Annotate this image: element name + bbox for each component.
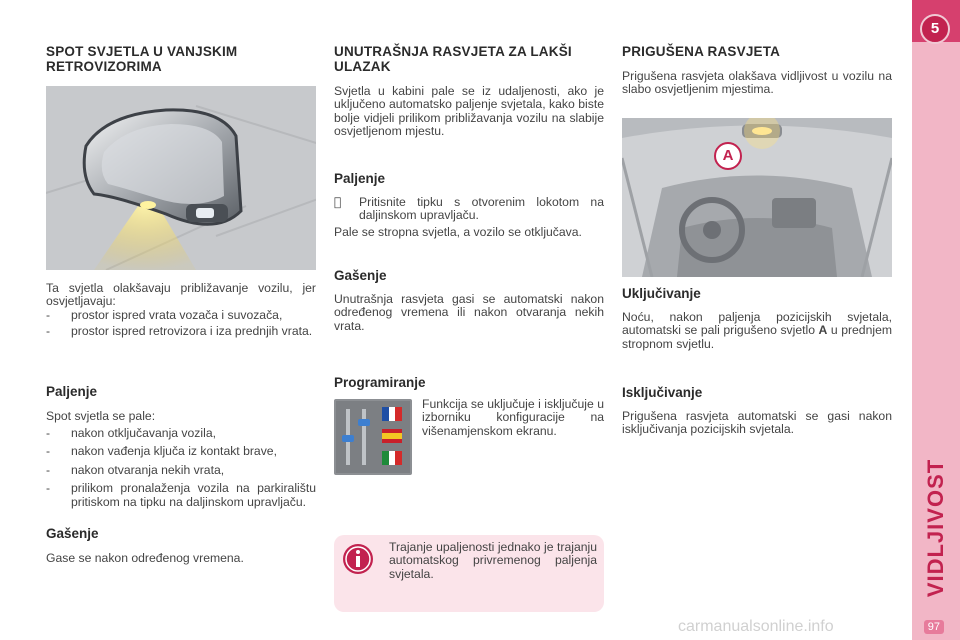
subheading-paljenje: Paljenje bbox=[334, 171, 386, 186]
info-icon bbox=[342, 543, 374, 575]
check-bullet-icon bbox=[334, 196, 341, 209]
intro-list bbox=[46, 309, 316, 339]
mirror-spotlight-illustration bbox=[46, 86, 316, 270]
subheading-gasenje: Gašenje bbox=[46, 526, 99, 541]
subheading-gasenje: Gašenje bbox=[334, 268, 387, 283]
section-title: PRIGUŠENA RASVJETA bbox=[622, 44, 781, 59]
iskljucivanje-text: Prigušena rasvjeta automatski se gasi nakon isključivanja pozicijskih svjetala. bbox=[622, 409, 892, 437]
list-item: - prostor ispred retrovizora i iza prednjih vrata. bbox=[46, 324, 313, 339]
section-title: UNUTRAŠNJA RASVJETA ZA LAKŠI ULAZAK bbox=[334, 44, 572, 74]
config-screen-icon bbox=[334, 399, 412, 475]
subheading-paljenje: Paljenje bbox=[46, 384, 98, 399]
intro-text: Svjetla u kabini pale se iz udaljenosti, ako je uključeno automatsko paljenje svjetala, kako biste bolje vidjeli prilikom približavanja vozilu na slabije osvjetljenom mjestu. bbox=[334, 84, 604, 139]
chapter-title-vertical: VIDLJIVOST bbox=[923, 458, 948, 598]
label-a-marker: A bbox=[714, 142, 742, 170]
bullet-item: Pritisnite tipku s otvorenim lokotom na daljinskom upravljaču. bbox=[334, 196, 604, 223]
subheading-programiranje: Programiranje bbox=[334, 375, 426, 390]
page-number: 97 bbox=[924, 620, 944, 634]
programiranje-text: Funkcija se uključuje i isključuje u izborniku konfiguracije na višenamjenskom ekranu. bbox=[422, 397, 604, 438]
chapter-number-badge: 5 bbox=[920, 14, 950, 44]
paljenje-text: Spot svjetla se pale: bbox=[46, 409, 156, 423]
paljenje-list bbox=[46, 427, 316, 509]
list-item: - prilikom pronalaženja vozila na parkiralištu pritiskom na tipku na daljinskom upravljaču. bbox=[46, 481, 316, 509]
chapter-sidebar bbox=[912, 0, 960, 640]
list-item: - prostor ispred vrata vozača i suvozača, bbox=[46, 308, 283, 322]
list-item: - nakon otvaranja nekih vrata, bbox=[46, 462, 225, 477]
section-title: SPOT SVJETLA U VANJSKIM RETROVIZORIMA bbox=[46, 44, 238, 74]
watermark: carmanualsonline.info bbox=[678, 618, 834, 635]
gasenje-text: Gase se nakon određenog vremena. bbox=[46, 551, 244, 565]
paljenje-text: Pale se stropna svjetla, a vozilo se otključava. bbox=[334, 225, 582, 239]
notice-text: Trajanje upaljenosti jednako je trajanju automatskog privremenog paljenja svjetala. bbox=[389, 540, 597, 581]
ukljucivanje-text: Noću, nakon paljenja pozicijskih svjetala, automatski se pali prigušeno svjetlo A u prednjem stropnom svjetlu. bbox=[622, 310, 893, 351]
intro-text: Ta svjetla olakšavaju približavanje vozilu, jer osvjetljavaju: bbox=[46, 281, 316, 309]
intro-text: Prigušena rasvjeta olakšava vidljivost u vozilu na slabo osvjetljenim mjestima. bbox=[622, 69, 892, 97]
cabin-ceiling-light-illustration bbox=[622, 118, 892, 277]
gasenje-text: Unutrašnja rasvjeta gasi se automatski nakon određenog vremena ili nakon otvaranja nekih vrata. bbox=[334, 292, 604, 333]
list-item: - nakon otključavanja vozila, bbox=[46, 426, 216, 440]
subheading-iskljucivanje: Isključivanje bbox=[622, 385, 703, 400]
subheading-ukljucivanje: Uključivanje bbox=[622, 286, 701, 301]
list-item: - nakon vađenja ključa iz kontakt brave, bbox=[46, 444, 277, 459]
info-notice bbox=[334, 535, 604, 612]
